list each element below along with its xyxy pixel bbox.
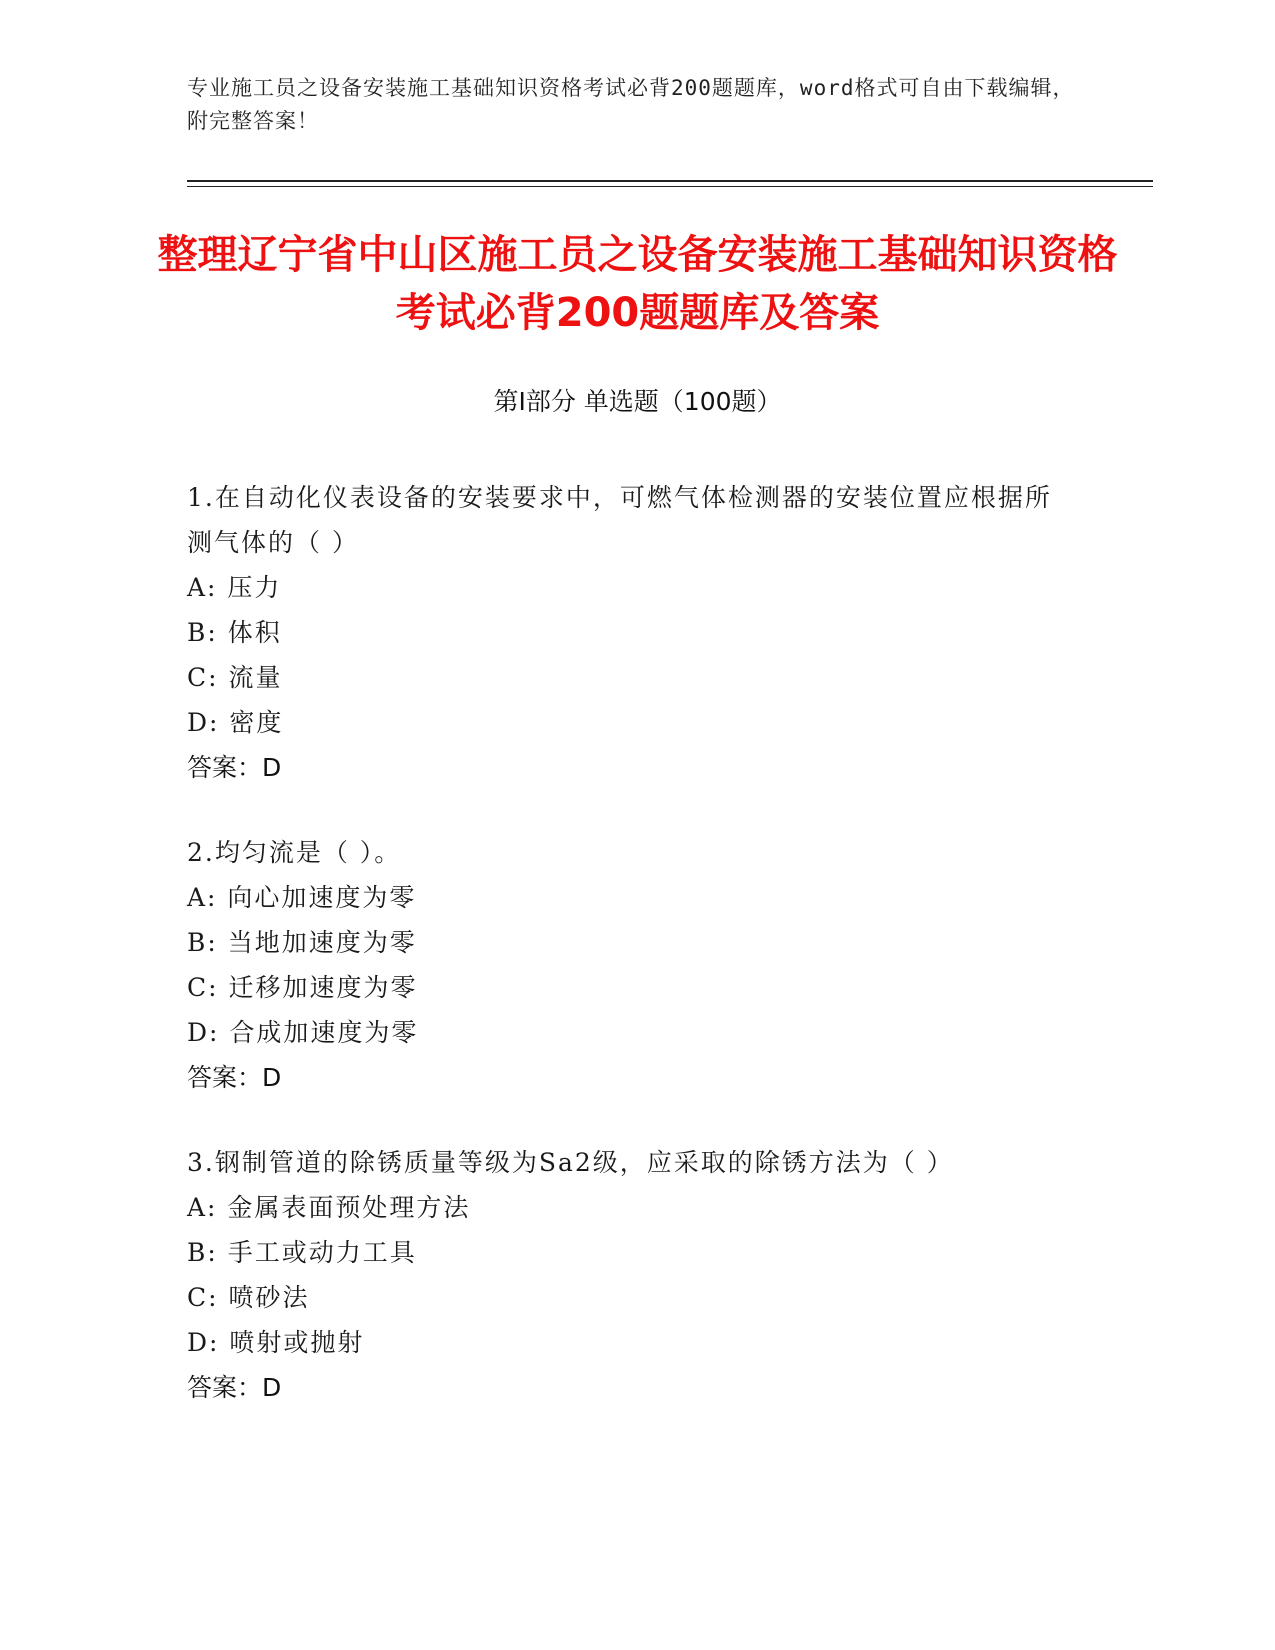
option-d: D: 合成加速度为零 <box>187 1018 419 1047</box>
header-note: 专业施工员之设备安装施工基础知识资格考试必背200题题库，word格式可自由下载编辑，附完整答案！ <box>187 76 1075 133</box>
option-a: A: 金属表面预处理方法 <box>187 1193 471 1222</box>
question-stem: 1.在自动化仪表设备的安装要求中，可燃气体检测器的安装位置应根据所测气体的（ ） <box>187 483 1052 557</box>
question-list <box>187 475 1067 1450</box>
option-b: B: 手工或动力工具 <box>187 1238 417 1267</box>
question-stem: 2.均匀流是（ ）。 <box>187 838 402 867</box>
header-divider-thin <box>187 186 1153 187</box>
question-item <box>187 1140 1067 1410</box>
option-b: B: 当地加速度为零 <box>187 928 417 957</box>
option-a: A: 向心加速度为零 <box>187 883 417 912</box>
header-divider-thick <box>187 180 1153 182</box>
option-c: C: 流量 <box>187 663 283 692</box>
answer-line: 答案：D <box>187 1373 282 1402</box>
question-stem: 3.钢制管道的除锈质量等级为Sa2级，应采取的除锈方法为（ ） <box>187 1148 954 1177</box>
document-title: 整理辽宁省中山区施工员之设备安装施工基础知识资格考试必背200题题库及答案 <box>157 232 1118 336</box>
option-b: B: 体积 <box>187 618 282 647</box>
option-d: D: 喷射或抛射 <box>187 1328 365 1357</box>
option-c: C: 喷砂法 <box>187 1283 310 1312</box>
option-c: C: 迁移加速度为零 <box>187 973 418 1002</box>
question-item <box>187 830 1067 1100</box>
question-item <box>187 475 1067 790</box>
answer-line: 答案：D <box>187 753 282 782</box>
section-heading: 第Ⅰ部分 单选题（100题） <box>493 387 782 416</box>
answer-line: 答案：D <box>187 1063 282 1092</box>
option-a: A: 压力 <box>187 573 282 602</box>
option-d: D: 密度 <box>187 708 284 737</box>
